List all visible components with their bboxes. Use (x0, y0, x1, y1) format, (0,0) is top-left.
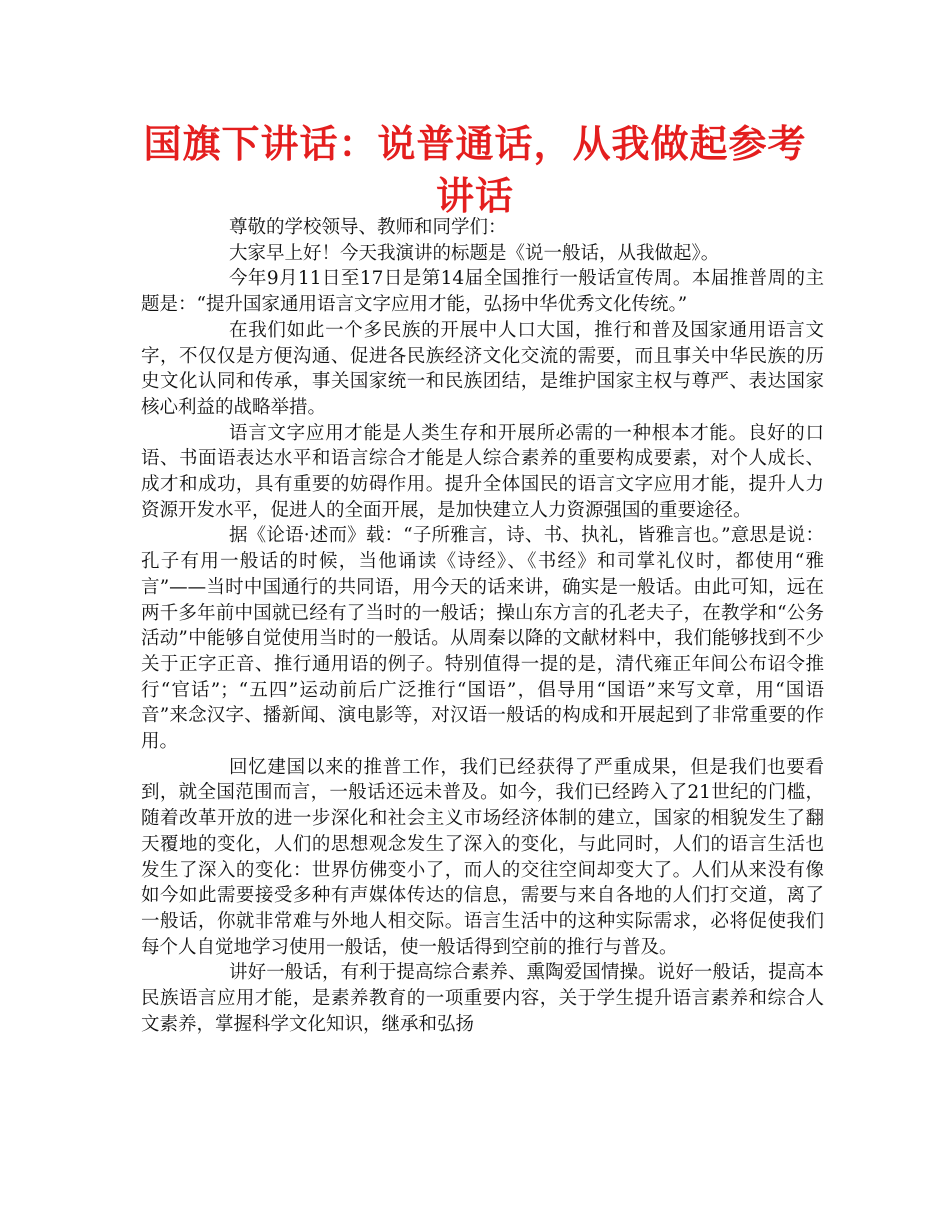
body-paragraph: 在我们如此一个多民族的开展中人口大国，推行和普及国家通用语言文字，不仅仅是方便沟通、促进各民族经济文化交流的需要，而且事关中华民族的历史文化认同和传承，事关国家统一和民族团结，是维护国家主权与尊严、表达国家核心利益的战略举措。 (141, 319, 824, 418)
body-paragraph: 讲好一般话，有利于提高综合素养、熏陶爱国情操。说好一般话，提高本民族语言应用才能，是素养教育的一项重要内容，关于学生提升语言素养和综合人文素养，掌握科学文化知识，继承和弘扬 (141, 962, 824, 1035)
body-paragraph: 据《论语·述而》载：“子所雅言，诗、书、执礼，皆雅言也。”意思是说：孔子有用一般话的时候，当他诵读《诗经》、《书经》和司掌礼仪时，都使用“雅言”——当时中国通行的共同语，用今天的话来讲，确实是一般话。由此可知，远在两千多年前中国就已经有了当时的一般话；操山东方言的孔老夫子，在教学和“公务活动”中能够自觉使用当时的一般话。从周秦以降的文献材料中，我们能够找到不少关于正字正音、推行通用语的例子。特别值得一提的是，清代雍正年间公布诏令推行“官话”；“五四”运动前后广泛推行“国语”，倡导用“国语”来写文章，用“国语音”来念汉字、播新闻、演电影等，对汉语一般话的构成和开展起到了非常重要的作用。 (141, 525, 824, 753)
body-paragraph: 语言文字应用才能是人类生存和开展所必需的一种根本才能。良好的口语、书面语表达水平和语言综合才能是人综合素养的重要构成要素，对个人成长、成才和成功，具有重要的妨碍作用。提升全体国民的语言文字应用才能，提升人力资源开发水平，促进人的全面开展，是加快建立人力资源强国的重要途径。 (141, 422, 824, 521)
body-paragraph: 今年9月11日至17日是第14届全国推行一般话宣传周。本届推普周的主题是：“提升国家通用语言文字应用才能，弘扬中华优秀文化传统。” (141, 268, 824, 316)
greeting-paragraph: 大家早上好！今天我演讲的标题是《说一般话，从我做起》。 (229, 242, 720, 264)
document-title: 国旗下讲话：说普通话，从我做起参考讲话 (143, 122, 807, 218)
body-paragraph: 回忆建国以来的推普工作，我们已经获得了严重成果，但是我们也要看到，就全国范围而言，一般话还远未普及。如今，我们已经跨入了21世纪的门槛，随着改革开放的进一步深化和社会主义市场经济体制的建立，国家的相貌发生了翻天覆地的变化，人们的思想观念发生了深入的变化，与此同时，人们的语言生活也发生了深入的变化：世界仿佛变小了，而人的交往空间却变大了。人们从来没有像如今如此需要接受多种有声媒体传达的信息，需要与来自各地的人们打交道，离了一般话，你就非常难与外地人相交际。语言生活中的这种实际需求，必将促使我们每个人自觉地学习使用一般话，使一般话得到空前的推行与普及。 (141, 756, 824, 958)
speech-body (141, 215, 824, 1038)
salutation-paragraph: 尊敬的学校领导、教师和同学们： (229, 217, 507, 238)
